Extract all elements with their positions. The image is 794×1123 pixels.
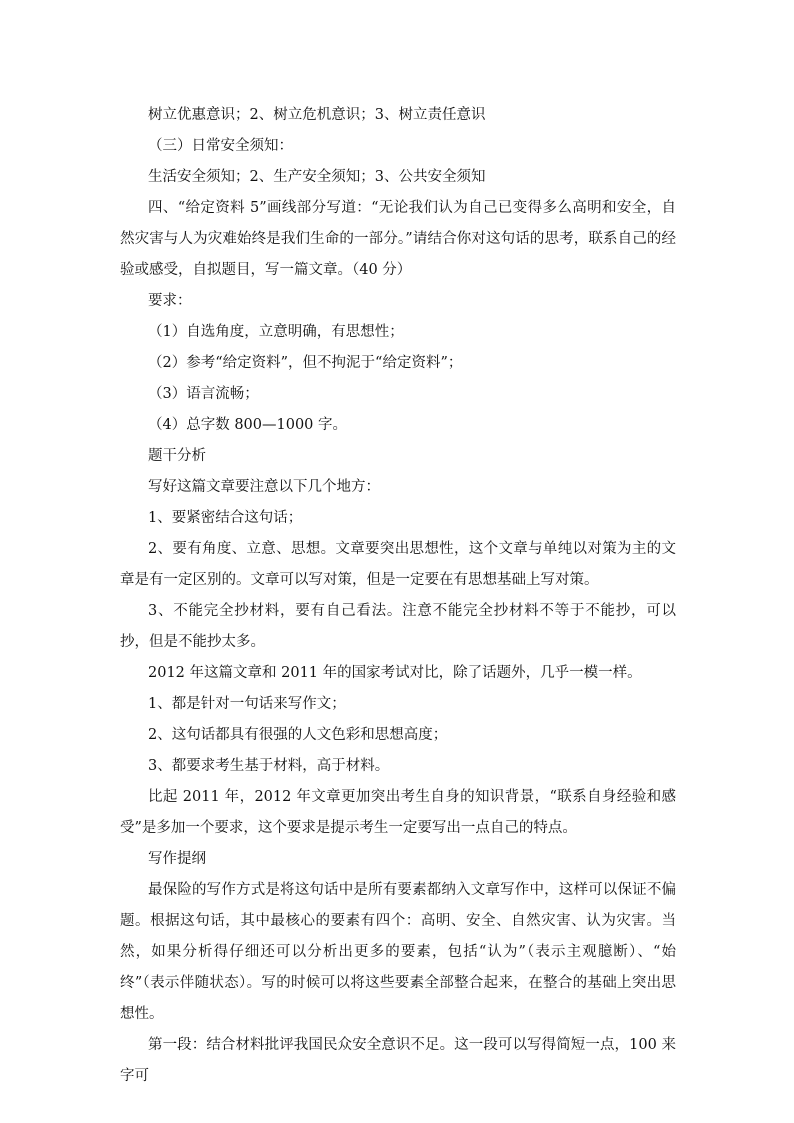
list-item: 3、不能完全抄材料，要有自己看法。注意不能完全抄材料不等于不能抄，可以抄，但是不能抄太多。 — [120, 603, 676, 650]
requirement-item: （4）总字数 800—1000 字。 — [148, 417, 348, 433]
outline-heading: 写作提纲 — [148, 851, 206, 867]
list-item: 3、都要求考生基于材料，高于材料。 — [148, 758, 390, 774]
requirement-item: （3）语言流畅； — [148, 386, 259, 402]
paragraph: 最保险的写作方式是将这句话中是所有要素都纳入文章写作中，这样可以保证不偏题。根据这句话，其中最核心的要素有四个：高明、安全、自然灾害、认为灾害。当然，如果分析得仔细还可以分析出更多的要素，包括“认为”（表示主观臆断）、“始终”（表示伴随状态）。写的时候可以将这些要素全部整合起来，在整合的基础上突出思想性。 — [120, 882, 676, 1022]
list-item: 1、都是针对一句话来写作文； — [148, 696, 346, 712]
list-item: 2、这句话都具有很强的人文色彩和思想高度； — [148, 727, 448, 743]
requirement-item: （2）参考“给定资料”，但不拘泥于“给定资料”； — [148, 355, 463, 371]
list-item: 1、要紧密结合这句话； — [148, 510, 303, 526]
paragraph: 生活安全须知；2、生产安全须知；3、公共安全须知 — [148, 169, 486, 185]
paragraph: 树立优惠意识；2、树立危机意识；3、树立责任意识 — [148, 107, 486, 123]
list-item: 2、要有角度、立意、思想。文章要突出思想性，这个文章与单纯以对策为主的文章是有一定区别的。文章可以写对策，但是一定要在有思想基础上写对策。 — [120, 541, 676, 588]
paragraph: 2012 年这篇文章和 2011 年的国家考试对比，除了话题外，几乎一模一样。 — [148, 665, 642, 681]
question-paragraph: 四、“给定资料 5”画线部分写道：“无论我们认为自己已变得多么高明和安全，自然灾害与人为灾难始终是我们生命的一部分。”请结合你对这句话的思考，联系自己的经验或感受，自拟题目，写一篇文章。（40 分） — [120, 200, 676, 278]
paragraph: 比起 2011 年，2012 年文章更加突出考生自身的知识背景，“联系自身经验和感受”是多加一个要求，这个要求是提示考生一定要写出一点自己的特点。 — [120, 789, 676, 836]
paragraph: 写好这篇文章要注意以下几个地方： — [148, 479, 380, 495]
paragraph: 第一段：结合材料批评我国民众安全意识不足。这一段可以写得简短一点，100 来字可 — [120, 1037, 676, 1084]
analysis-heading: 题干分析 — [148, 448, 206, 464]
document-body — [120, 100, 676, 1092]
requirement-item: （1）自选角度，立意明确，有思想性； — [148, 324, 404, 340]
requirements-heading: 要求： — [148, 293, 192, 309]
section-heading: （三）日常安全须知： — [148, 138, 293, 154]
